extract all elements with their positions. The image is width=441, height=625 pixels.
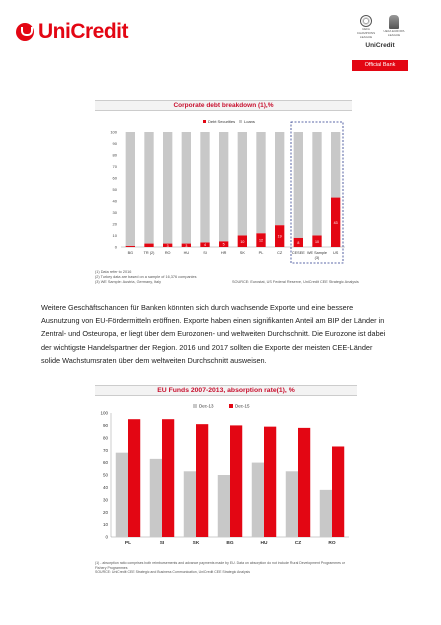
chart1-ytick: 70	[112, 164, 117, 169]
chart1-legend-label-1: Loans	[244, 119, 255, 124]
paragraph-line-1: Weitere Geschäftschancen für Banken könnten sich durch wachsende Exporte und eine bessere	[41, 303, 354, 312]
chart1-ytick: 0	[114, 244, 117, 250]
chart1-ytick: 10	[112, 233, 117, 238]
chart1-ytick: 40	[112, 198, 117, 204]
chart1-xtick: CESEE	[291, 251, 305, 255]
paragraph-line-3: Zentral- und Osteuropa, er liegt über dem Eurozonen- und weltweiten Durchschnitt. Die Eurozone ist dabei	[41, 329, 386, 339]
chart1-note-1: (1) Data refer to 2016	[95, 270, 132, 274]
chart1-ytick: 30	[112, 210, 117, 215]
chart2-bar-dec13	[150, 459, 162, 537]
chart1-bar-loans	[126, 132, 135, 246]
chart1-xtick: BG	[127, 251, 134, 255]
chart1-bar-loans	[238, 132, 247, 236]
chart2-xtick: HU	[260, 541, 268, 546]
chart2-xtick: RO	[328, 541, 336, 546]
chart1-data-label: 19	[277, 234, 282, 239]
chart1-ytick: 100	[110, 129, 117, 135]
chart1-title: Corporate debt breakdown (1),%	[95, 100, 352, 111]
partner-label-ucl: UEFA CHAMPIONS LEAGUE	[356, 27, 376, 39]
chart2-bar-dec15	[162, 419, 174, 537]
unicredit-logo	[16, 20, 128, 44]
chart2-legend-label-0: Dec-13	[199, 403, 214, 409]
chart2-note-2: SOURCE: UniCredit CEE Strategic and Business Communication, UniCredit CEE Strategic Analysis	[95, 570, 251, 574]
chart1-source: SOURCE: Eurostat, US Federal Reserve, UniCredit CEE Strategic Analysis	[232, 280, 359, 284]
chart2-notes	[95, 561, 357, 575]
chart1-bar-loans	[275, 132, 284, 225]
chart1-xtick-2: (3)	[314, 256, 320, 260]
chart1-ytick: 60	[112, 175, 117, 181]
chart2-xtick: CZ	[294, 541, 302, 546]
chart2-xtick: SK	[192, 541, 200, 546]
chart2-ytick: 60	[102, 460, 108, 466]
chart1-bar-loans	[331, 132, 340, 198]
chart2-bar-dec13	[252, 463, 264, 537]
chart2-ytick: 80	[102, 435, 108, 441]
chart1-bar-loans	[200, 132, 209, 242]
chart2-ytick: 40	[102, 485, 108, 490]
unicredit-logo-icon	[16, 23, 34, 41]
corporate-debt-chart	[95, 100, 352, 267]
chart2-bar-dec15	[128, 419, 140, 537]
chart2-bar-dec15	[230, 425, 242, 537]
chart1-xtick: WE Sample	[306, 251, 328, 255]
chart2-plot	[95, 397, 357, 555]
chart2-legend-swatch-0	[193, 404, 197, 408]
chart2-bar-dec15	[264, 427, 276, 537]
chart2-xtick: BG	[226, 541, 234, 546]
chart1-ytick: 90	[112, 141, 117, 146]
chart2-ytick: 0	[105, 534, 108, 540]
chart1-note-2: (2) Turkey data are based on a sample of 16,376 companies	[95, 275, 197, 279]
chart1-xtick: CZ	[277, 251, 283, 255]
chart1-ytick: 50	[112, 187, 117, 192]
chart1-ytick: 20	[112, 221, 117, 227]
chart1-xtick: RO	[164, 251, 171, 255]
chart1-data-label: 10	[315, 239, 319, 244]
chart2-ytick: 70	[102, 447, 108, 453]
chart2-ytick: 20	[102, 509, 108, 515]
chart1-xtick: SK	[239, 251, 245, 255]
chart2-ytick: 100	[100, 410, 108, 416]
chart2-title: EU Funds 2007-2013, absorption rate(1), %	[95, 385, 357, 396]
chart2-bar-dec13	[116, 453, 128, 537]
chart1-xtick: TR (2)	[143, 251, 155, 255]
chart1-plot	[95, 112, 352, 267]
chart2-ytick: 10	[102, 522, 108, 528]
chart1-bar-debt	[144, 244, 153, 247]
chart1-legend-swatch-1	[239, 120, 242, 123]
eu-funds-chart	[95, 385, 357, 555]
chart1-bar-loans	[219, 132, 228, 241]
chart1-data-label: 3	[185, 243, 188, 248]
chart2-bar-dec15	[332, 446, 344, 537]
chart2-ytick: 90	[102, 423, 108, 428]
chart2-bar-dec13	[286, 471, 298, 537]
chart1-xtick: PL	[258, 251, 264, 255]
chart2-bar-dec15	[298, 428, 310, 537]
chart2-xtick: SI	[159, 541, 165, 546]
paragraph-line-2: Ausnutzung von EU-Fördermitteln eröffnen. Exporte haben einen signifikanten Anteil am BIP der Länder in	[41, 316, 385, 326]
brand-name: UniCredit	[38, 20, 128, 43]
paragraph-line-4: der wichtigste Handelspartner der Region. 2016 und 2017 sollten die Exporte der meisten CEE-Länder	[41, 342, 373, 352]
europa-league-trophy-icon	[382, 15, 406, 39]
chart2-bar-dec13	[320, 490, 332, 537]
official-bank-badge: Official Bank	[352, 60, 408, 71]
chart1-xtick: US	[333, 251, 339, 255]
chart1-bar-loans	[294, 132, 303, 238]
chart1-bar-loans	[182, 132, 191, 244]
chart1-ytick: 80	[112, 152, 117, 158]
chart1-xtick: SI	[203, 251, 207, 255]
chart2-xtick: PL	[124, 541, 132, 546]
chart2-legend-label-1: Dec-15	[235, 403, 250, 409]
partner-label-uel: UEFA EUROPA LEAGUE	[383, 29, 405, 37]
chart2-ytick: 30	[102, 497, 108, 503]
chart1-data-label: 8	[297, 240, 300, 245]
chart1-data-label: 12	[259, 238, 263, 243]
chart1-xtick: HU	[183, 251, 190, 255]
chart1-bar-debt	[126, 246, 135, 247]
chart1-legend-label-0: Debt Securities	[208, 119, 236, 124]
chart1-data-label: 4	[204, 243, 206, 248]
chart1-bar-loans	[144, 132, 153, 244]
chart1-bar-loans	[312, 132, 321, 236]
chart1-data-label: 10	[240, 239, 245, 244]
chart2-bar-dec13	[184, 471, 196, 537]
chart2-bar-dec13	[218, 475, 230, 537]
chart1-data-label: 43	[333, 220, 338, 225]
chart2-bar-dec15	[196, 424, 208, 537]
chart2-legend-swatch-1	[229, 404, 233, 408]
chart1-bar-loans	[163, 132, 172, 244]
chart1-note-3: (3) WE Sample: Austria, Germany, Italy	[95, 280, 161, 284]
chart1-data-label: 5	[222, 242, 225, 247]
partner-brand: UniCredit	[365, 42, 395, 49]
chart1-xtick: HR	[220, 251, 227, 255]
paragraph-line-5: solide Wachstumsraten über dem weltweiten Durchschnitt ausweisen.	[41, 355, 267, 365]
chart1-bar-loans	[256, 132, 265, 233]
body-paragraph	[41, 301, 411, 367]
chart2-ytick: 50	[102, 472, 108, 478]
champions-league-ball-icon	[354, 15, 378, 39]
chart2-note-1: (1) - absorption ratio comprises both reimbursements and advance payments made by EU. Data on absorption do not include Rural Development Programmes or Fishery Programmes	[95, 561, 345, 570]
chart1-data-label: 3	[166, 243, 169, 248]
chart1-legend-swatch-0	[203, 120, 206, 123]
